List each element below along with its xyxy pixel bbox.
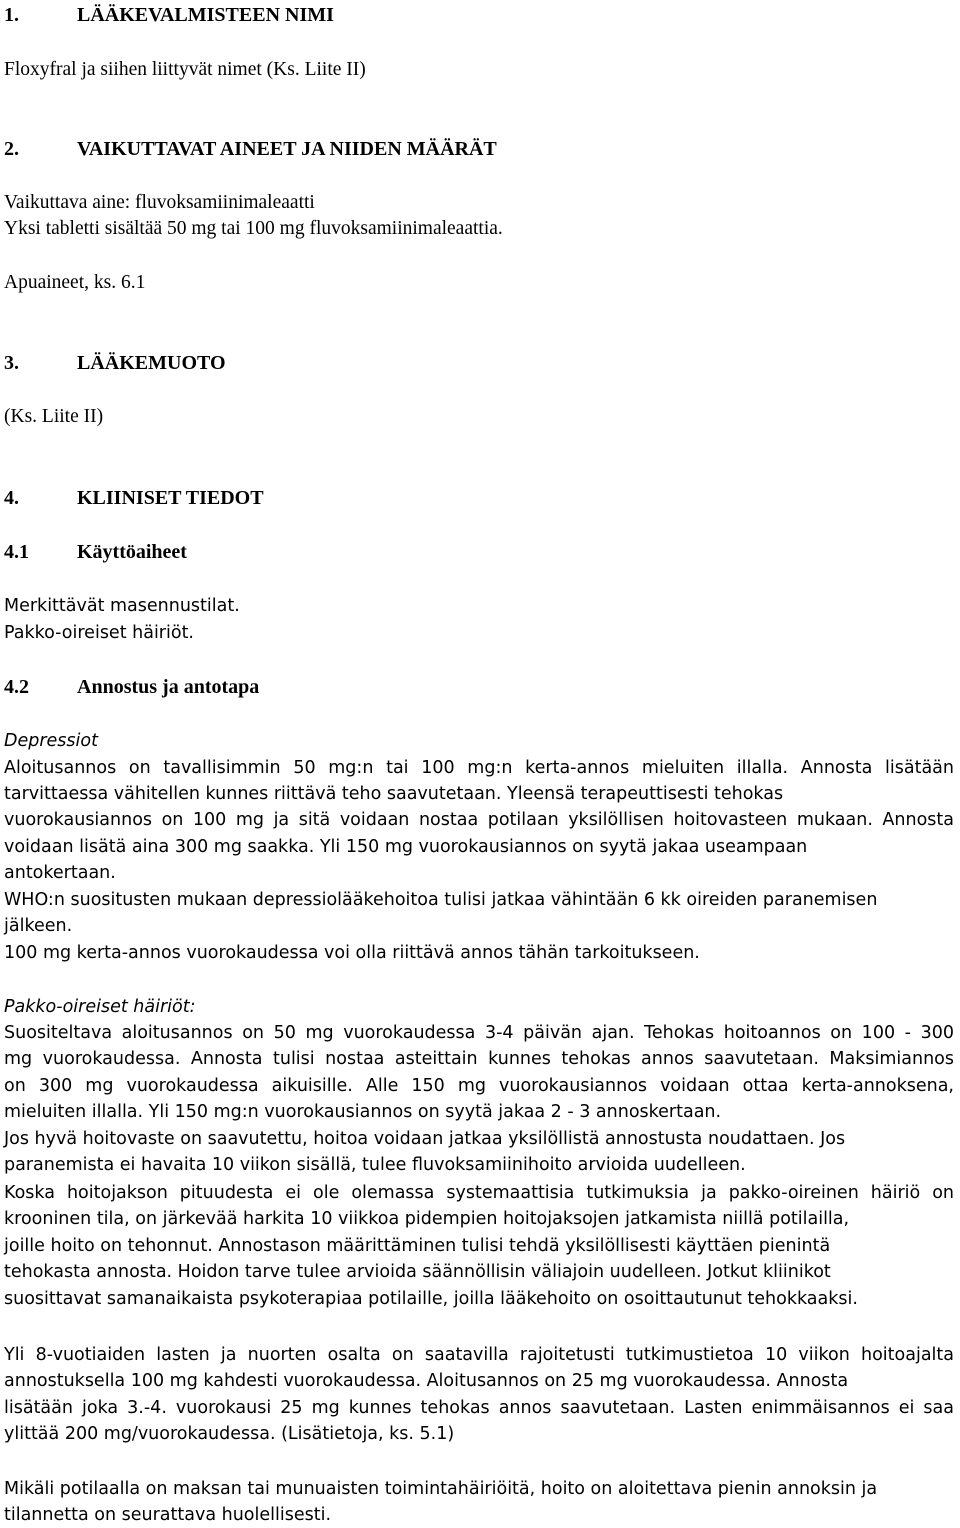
ocd-paragraph-line: paranemista ei havaita 10 viikon sisällä, tulee fluvoksamiinihoito arvioida uudelleen. xyxy=(4,1155,746,1175)
section-4-heading xyxy=(4,485,264,511)
section-4-1-heading xyxy=(4,539,187,565)
ocd-paragraph-line: suosittavat samanaikaista psykoterapiaa potilaille, joilla lääkehoito on osoittautunut tehokkaaksi. xyxy=(4,1289,858,1309)
indication-item: Pakko-oireiset häiriöt. xyxy=(4,623,194,643)
product-name-text: Floxyfral ja siihen liittyvät nimet (Ks. Liite II) xyxy=(4,59,366,80)
children-paragraph-line: annostuksella 100 mg kahdesti vuorokaudessa. Aloitusannos on 25 mg vuorokaudessa. Annosta xyxy=(4,1371,849,1391)
ocd-paragraph-line: tehokasta annosta. Hoidon tarve tulee arvioida säännöllisin väliajoin uudelleen. Jotkut kliinikot xyxy=(4,1262,831,1282)
section-number: 4.2 xyxy=(4,676,29,698)
ocd-paragraph-line: Jos hyvä hoitovaste on saavutettu, hoitoa voidaan jatkaa yksilöllistä annostusta noudattaen. Jos xyxy=(4,1129,846,1149)
section-number: 2. xyxy=(4,138,19,160)
ocd-subheading: Pakko-oireiset häiriöt: xyxy=(4,997,196,1017)
impairment-paragraph-line: tilannetta on seurattava huolellisesti. xyxy=(4,1505,332,1525)
depression-paragraph-line: tarvittaessa vähitellen kunnes riittävä teho saavutetaan. Yleensä terapeuttisesti tehokas xyxy=(4,784,784,804)
tablet-content-text: Yksi tabletti sisältää 50 mg tai 100 mg fluvoksamiinimaleaattia. xyxy=(4,218,503,239)
depression-paragraph-line: 100 mg kerta-annos vuorokaudessa voi olla riittävä annos tähän tarkoitukseen. xyxy=(4,943,700,963)
depression-paragraph-line: voidaan lisätä aina 300 mg saakka. Yli 150 mg vuorokausiannos on syytä jakaa useampaan xyxy=(4,837,808,857)
active-substance-text: Vaikuttava aine: fluvoksamiinimaleaatti xyxy=(4,192,315,213)
section-title: LÄÄKEMUOTO xyxy=(77,352,226,374)
children-paragraph-line: lisätään joka 3.-4. vuorokausi 25 mg kunnes tehokas annos saavutetaan. Lasten enimmäisannos ei saa xyxy=(4,1398,954,1418)
ocd-paragraph-line: krooninen tila, on järkevää harkita 10 viikkoa pidempien hoitojaksojen jatkamista niillä potilailla, xyxy=(4,1209,850,1229)
ocd-paragraph-line: Suositeltava aloitusannos on 50 mg vuorokaudessa 3-4 päivän ajan. Tehokas hoitoannos on 100 - 300 xyxy=(4,1023,954,1043)
ocd-paragraph-line: Koska hoitojakson pituudesta ei ole olemassa systemaattisia tutkimuksia ja pakko-oireinen häiriö on xyxy=(4,1183,954,1203)
section-title: Annostus ja antotapa xyxy=(77,676,260,698)
ocd-paragraph-line: on 300 mg vuorokaudessa aikuisille. Alle 150 mg vuorokausiannos voidaan ottaa kerta-annoksena, xyxy=(4,1076,954,1096)
section-number: 3. xyxy=(4,352,19,374)
ocd-paragraph-line: joille hoito on tehonnut. Annostason määrittäminen tulisi tehdä yksilöllisesti käyttäen pienintä xyxy=(4,1236,831,1256)
section-2-heading xyxy=(4,136,497,162)
impairment-paragraph-line: Mikäli potilaalla on maksan tai munuaisten toimintahäiriöitä, hoito on aloitettava pienin annoksin ja xyxy=(4,1479,878,1499)
section-title: VAIKUTTAVAT AINEET JA NIIDEN MÄÄRÄT xyxy=(77,138,497,160)
depression-paragraph-line: jälkeen. xyxy=(4,916,73,936)
section-3-heading xyxy=(4,350,226,376)
ocd-paragraph-line: mieluiten illalla. Yli 150 mg:n vuorokausiannos on syytä jakaa 2 - 3 annoskertaan. xyxy=(4,1102,722,1122)
section-title: KLIINISET TIEDOT xyxy=(77,487,264,509)
section-number: 4. xyxy=(4,487,19,509)
depression-paragraph-line: vuorokausiannos on 100 mg ja sitä voidaan nostaa potilaan yksilöllisen hoitovasteen mukaan. Annosta xyxy=(4,810,954,830)
dosage-form-text: (Ks. Liite II) xyxy=(4,406,104,427)
depression-paragraph-line: antokertaan. xyxy=(4,863,116,883)
section-title: LÄÄKEVALMISTEEN NIMI xyxy=(77,4,334,26)
ocd-paragraph-line: mg vuorokaudessa. Annosta tulisi nostaa asteittain kunnes tehokas annos saavutetaan. Maksimiannos xyxy=(4,1049,954,1069)
depression-subheading: Depressiot xyxy=(4,731,98,751)
excipients-text: Apuaineet, ks. 6.1 xyxy=(4,272,146,293)
depression-paragraph-line: WHO:n suositusten mukaan depressiolääkehoitoa tulisi jatkaa vähintään 6 kk oireiden paranemisen xyxy=(4,890,878,910)
children-paragraph-line: ylittää 200 mg/vuorokaudessa. (Lisätietoja, ks. 5.1) xyxy=(4,1424,455,1444)
indication-item: Merkittävät masennustilat. xyxy=(4,596,240,616)
children-paragraph-line: Yli 8-vuotiaiden lasten ja nuorten osalta on saatavilla rajoitetusti tutkimustietoa 10 viikon hoitoajalta xyxy=(4,1345,954,1365)
depression-paragraph-line: Aloitusannos on tavallisimmin 50 mg:n tai 100 mg:n kerta-annos mieluiten illalla. Annosta lisätään xyxy=(4,758,954,778)
section-4-2-heading xyxy=(4,674,259,700)
section-title: Käyttöaiheet xyxy=(77,541,187,563)
section-number: 1. xyxy=(4,4,19,26)
section-number: 4.1 xyxy=(4,541,29,563)
section-1-heading xyxy=(4,2,334,28)
